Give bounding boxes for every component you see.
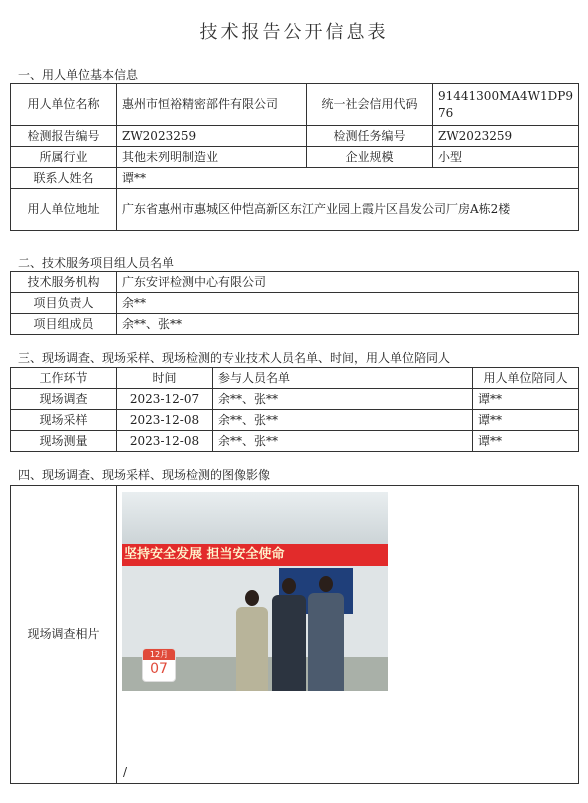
person-head bbox=[282, 578, 296, 594]
date-cell: 2023-12-08 bbox=[117, 431, 213, 452]
person-figure bbox=[308, 593, 344, 691]
table-row bbox=[11, 410, 579, 431]
photo-cell bbox=[117, 486, 579, 784]
date-cell: 2023-12-08 bbox=[117, 410, 213, 431]
scale-label: 企业规模 bbox=[307, 147, 433, 168]
address-value: 广东省惠州市惠城区仲恺高新区东江产业园上霞片区昌发公司厂房A栋2楼 bbox=[117, 189, 579, 231]
contact-label: 联系人姓名 bbox=[11, 168, 117, 189]
org-label: 技术服务机构 bbox=[11, 272, 117, 293]
footnote: / bbox=[123, 765, 128, 779]
team-table bbox=[10, 271, 579, 335]
person-head bbox=[319, 576, 333, 592]
fieldwork-table bbox=[10, 367, 579, 452]
address-label: 用人单位地址 bbox=[11, 189, 117, 231]
escort-cell: 谭** bbox=[473, 389, 579, 410]
person-figure bbox=[272, 595, 306, 691]
credit-code-label: 统一社会信用代码 bbox=[307, 84, 433, 126]
date-cell: 2023-12-07 bbox=[117, 389, 213, 410]
ceiling bbox=[122, 492, 388, 550]
column-header: 工作环节 bbox=[11, 368, 117, 389]
stage-cell: 现场调查 bbox=[11, 389, 117, 410]
column-header: 用人单位陪同人 bbox=[473, 368, 579, 389]
industry-value: 其他未列明制造业 bbox=[117, 147, 307, 168]
stage-cell: 现场测量 bbox=[11, 431, 117, 452]
calendar-icon bbox=[142, 648, 176, 682]
members-value: 余**、张** bbox=[117, 314, 579, 335]
members-label: 项目组成员 bbox=[11, 314, 117, 335]
scale-value: 小型 bbox=[433, 147, 579, 168]
unit-name-value: 惠州市恒裕精密部件有限公司 bbox=[117, 84, 307, 126]
participants-cell: 余**、张** bbox=[213, 431, 473, 452]
credit-code-value: 91441300MA4W1DP976 bbox=[433, 84, 579, 126]
report-no-value: ZW2023259 bbox=[117, 126, 307, 147]
section-heading-images: 四、现场调查、现场采样、现场检测的图像影像 bbox=[18, 468, 271, 482]
org-value: 广东安评检测中心有限公司 bbox=[117, 272, 579, 293]
calendar-month: 12月 bbox=[143, 649, 175, 660]
escort-cell: 谭** bbox=[473, 431, 579, 452]
leader-label: 项目负责人 bbox=[11, 293, 117, 314]
person-head bbox=[245, 590, 259, 606]
page-title: 技术报告公开信息表 bbox=[199, 22, 389, 43]
site-survey-photo bbox=[122, 492, 388, 691]
fieldwork-header-row bbox=[11, 368, 579, 389]
section-heading-team: 二、技术服务项目组人员名单 bbox=[18, 256, 175, 270]
participants-cell: 余**、张** bbox=[213, 410, 473, 431]
table-row bbox=[11, 389, 579, 410]
leader-value: 余** bbox=[117, 293, 579, 314]
industry-label: 所属行业 bbox=[11, 147, 117, 168]
escort-cell: 谭** bbox=[473, 410, 579, 431]
task-no-label: 检测任务编号 bbox=[307, 126, 433, 147]
section-heading-basic-info: 一、用人单位基本信息 bbox=[18, 68, 139, 82]
column-header: 时间 bbox=[117, 368, 213, 389]
person-figure bbox=[236, 607, 268, 691]
column-header: 参与人员名单 bbox=[213, 368, 473, 389]
section-heading-fieldwork: 三、现场调查、现场采样、现场检测的专业技术人员名单、时间，用人单位陪同人 bbox=[18, 351, 451, 365]
basic-info-table bbox=[10, 83, 579, 231]
stage-cell: 现场采样 bbox=[11, 410, 117, 431]
images-table bbox=[10, 485, 579, 784]
report-no-label: 检测报告编号 bbox=[11, 126, 117, 147]
table-row bbox=[11, 431, 579, 452]
participants-cell: 余**、张** bbox=[213, 389, 473, 410]
calendar-day: 07 bbox=[150, 661, 168, 677]
task-no-value: ZW2023259 bbox=[433, 126, 579, 147]
photo-label: 现场调查相片 bbox=[11, 486, 117, 784]
unit-name-label: 用人单位名称 bbox=[11, 84, 117, 126]
contact-value: 谭** bbox=[117, 168, 579, 189]
safety-banner: 坚持安全发展 担当安全使命 bbox=[122, 544, 388, 566]
